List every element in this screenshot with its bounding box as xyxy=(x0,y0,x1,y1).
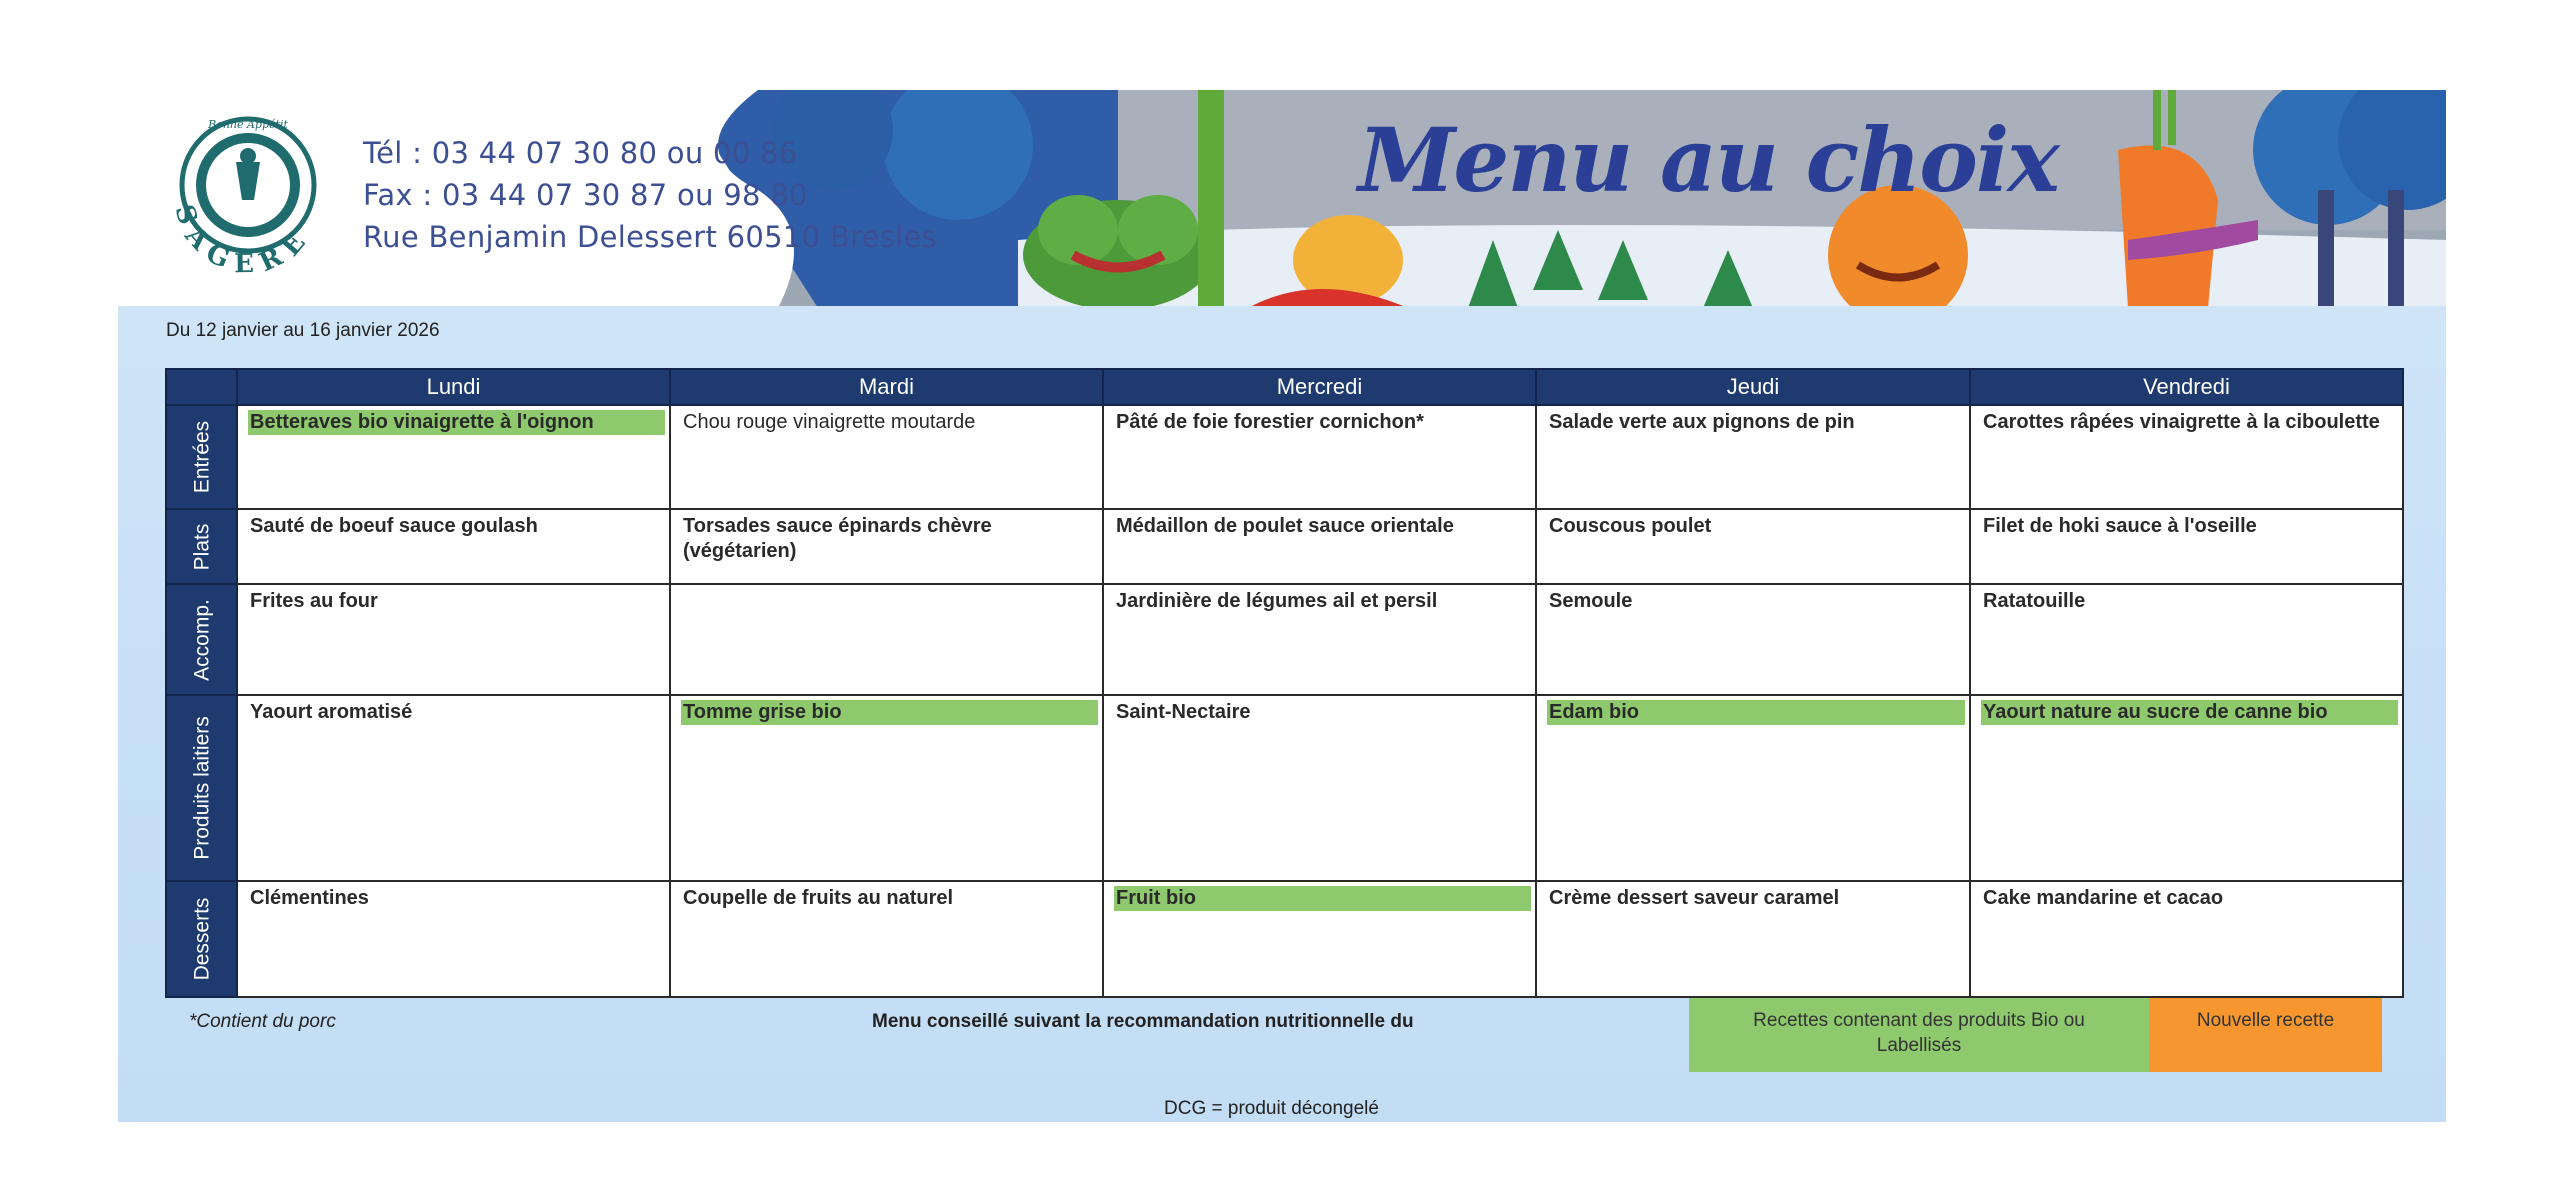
day-header: Lundi xyxy=(237,369,670,405)
day-header: Mercredi xyxy=(1103,369,1536,405)
contact-fax: Fax : 03 44 07 30 87 ou 98 80 xyxy=(363,178,808,212)
menu-row xyxy=(166,695,2403,881)
dish-cell xyxy=(1970,405,2403,509)
logo xyxy=(118,90,378,313)
menu-row xyxy=(166,881,2403,997)
menu-row xyxy=(166,509,2403,584)
dish-cell xyxy=(1103,584,1536,695)
contact-phone: Tél : 03 44 07 30 80 ou 00 86 xyxy=(363,136,798,170)
dish-cell xyxy=(670,509,1103,584)
dish-cell xyxy=(1536,405,1970,509)
dish-cell xyxy=(237,584,670,695)
menu-row xyxy=(166,405,2403,509)
course-label-cell xyxy=(166,509,237,584)
dcg-note: DCG = produit décongelé xyxy=(1164,1098,1379,1119)
dish-cell xyxy=(1536,509,1970,584)
course-label: Desserts xyxy=(190,897,213,981)
dish-name: Clémentines xyxy=(250,887,369,909)
dish-name: Pâté de foie forestier cornichon* xyxy=(1116,411,1424,433)
dish-name-bio: Betteraves bio vinaigrette à l'oignon xyxy=(248,410,665,435)
dish-name-bio: Yaourt nature au sucre de canne bio xyxy=(1981,700,2398,725)
dish-cell xyxy=(1970,509,2403,584)
dish-cell xyxy=(1103,509,1536,584)
day-header: Mardi xyxy=(670,369,1103,405)
recommendation-note: Menu conseillé suivant la recommandation nutritionnelle du xyxy=(872,1011,1414,1032)
course-label: Entrées xyxy=(190,420,213,494)
dish-cell xyxy=(670,584,1103,695)
dish-name-bio: Fruit bio xyxy=(1114,886,1531,911)
dish-cell xyxy=(1103,695,1536,881)
header-banner xyxy=(118,90,2446,308)
svg-text:SAGERE xyxy=(168,201,318,279)
dish-name: Filet de hoki sauce à l'oseille xyxy=(1983,515,2257,537)
dish-name: Ratatouille xyxy=(1983,590,2086,612)
dish-name: Coupelle de fruits au naturel xyxy=(683,887,954,909)
course-label: Produits laitiers xyxy=(190,716,213,860)
dish-cell xyxy=(237,509,670,584)
menu-row xyxy=(166,584,2403,695)
dish-name: Salade verte aux pignons de pin xyxy=(1549,411,1855,433)
logo-emblem xyxy=(118,90,378,308)
dish-name-bio: Edam bio xyxy=(1547,700,1965,725)
course-label-cell xyxy=(166,695,237,881)
dish-cell xyxy=(1536,584,1970,695)
dish-name: Yaourt aromatisé xyxy=(250,701,413,723)
dish-name: Cake mandarine et cacao xyxy=(1983,887,2224,909)
dish-cell xyxy=(670,405,1103,509)
dish-name: Sauté de boeuf sauce goulash xyxy=(250,515,538,537)
dish-name: Semoule xyxy=(1549,590,1633,612)
course-label: Plats xyxy=(190,523,213,570)
logo-text: SAGERE xyxy=(168,201,319,280)
dish-cell xyxy=(1103,405,1536,509)
dish-name: Frites au four xyxy=(250,590,378,612)
dish-cell xyxy=(1536,881,1970,997)
corner-cell xyxy=(166,369,237,405)
dish-cell xyxy=(1103,881,1536,997)
date-range: Du 12 janvier au 16 janvier 2026 xyxy=(166,320,440,341)
dish-cell xyxy=(237,881,670,997)
dish-name: Chou rouge vinaigrette moutarde xyxy=(683,411,976,433)
dish-name: Crème dessert saveur caramel xyxy=(1549,887,1840,909)
contact-address: Rue Benjamin Delessert 60510 Bresles xyxy=(363,220,938,254)
course-label-cell xyxy=(166,584,237,695)
page-title: Menu au choix xyxy=(1358,108,2058,212)
dish-cell xyxy=(1970,695,2403,881)
course-label-cell xyxy=(166,881,237,997)
dish-name: Couscous poulet xyxy=(1549,515,1712,537)
dish-name: Médaillon de poulet sauce orientale xyxy=(1116,515,1454,537)
logo-script: Bonne Appétit xyxy=(208,118,288,131)
dish-cell xyxy=(1970,584,2403,695)
dish-cell xyxy=(1970,881,2403,997)
dish-name: Saint-Nectaire xyxy=(1116,701,1251,723)
dish-cell xyxy=(670,881,1103,997)
day-header: Vendredi xyxy=(1970,369,2403,405)
dish-cell xyxy=(670,695,1103,881)
legend-bio: Recettes contenant des produits Bio ou Labellisés xyxy=(1689,998,2149,1072)
dish-name-bio: Tomme grise bio xyxy=(681,700,1098,725)
menu-table xyxy=(165,368,2404,998)
course-label-cell xyxy=(166,405,237,509)
dish-cell xyxy=(237,405,670,509)
dish-cell xyxy=(1536,695,1970,881)
day-header-row xyxy=(166,369,2403,405)
legend-new-recipe: Nouvelle recette xyxy=(2149,998,2382,1072)
dish-cell xyxy=(237,695,670,881)
day-header: Jeudi xyxy=(1536,369,1970,405)
dish-name: Carottes râpées vinaigrette à la ciboulette xyxy=(1983,411,2380,433)
dish-name: Jardinière de légumes ail et persil xyxy=(1116,590,1438,612)
pork-note: *Contient du porc xyxy=(189,1011,336,1032)
dish-name: Torsades sauce épinards chèvre (végétarien) xyxy=(683,515,992,562)
course-label: Accomp. xyxy=(190,598,213,681)
